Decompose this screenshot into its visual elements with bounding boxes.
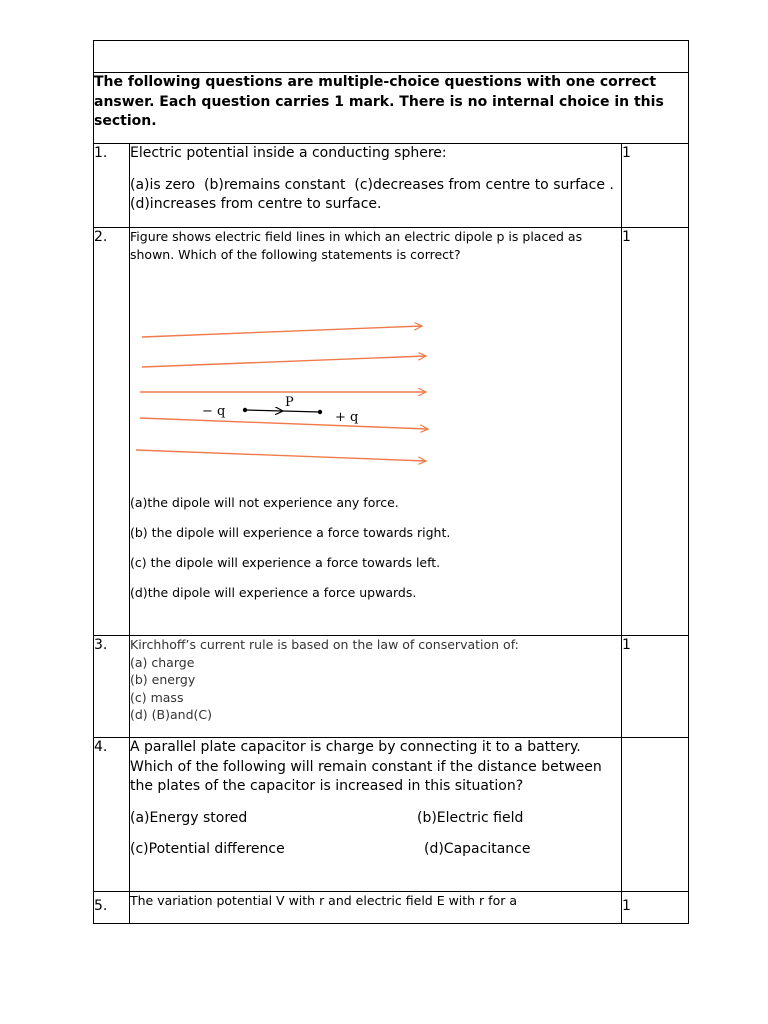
question-option: (c) the dipole will experience a force towards left. — [130, 555, 441, 570]
question-text: A parallel plate capacitor is charge by connecting it to a battery. Which of the following will remain constant if the distance between the plates of the capacitor is increased in this situation? — [130, 739, 602, 794]
question-option: (d)the dipole will experience a force upwards. — [130, 585, 417, 600]
question-number: 1. — [94, 144, 130, 228]
question-option: (d)Capacitance — [424, 840, 531, 857]
question-table — [93, 40, 689, 924]
question-option: (a) charge — [130, 654, 195, 670]
charge-pos-label: + q — [335, 410, 359, 425]
question-options: (a)is zero (b)remains constant (c)decreases from centre to surface . (d)increases from centre to surface. — [130, 176, 650, 212]
question-option: (b)Electric field — [417, 809, 524, 826]
blank-header-row — [94, 41, 689, 73]
dipole-p-label: P — [285, 395, 294, 410]
question-body — [130, 892, 622, 924]
question-body — [130, 228, 622, 636]
question-option: (c) mass — [130, 689, 184, 705]
field-line — [142, 326, 422, 337]
question-text: Kirchhoff’s current rule is based on the law of conservation of: — [130, 637, 519, 652]
blank-header-cell — [94, 41, 689, 73]
question-text: The variation potential V with r and electric field E with r for a — [130, 893, 517, 908]
question-row-4 — [94, 738, 689, 892]
field-line — [136, 450, 426, 461]
question-body — [130, 144, 650, 228]
question-option: (d) (B)and(C) — [130, 707, 212, 722]
question-mark: 1 — [621, 228, 688, 636]
question-option: (b) energy — [130, 672, 196, 687]
field-line — [142, 356, 426, 367]
field-line — [140, 418, 428, 429]
question-mark: 1 — [621, 144, 688, 228]
question-number: 2. — [94, 228, 130, 636]
charge-neg-label: − q — [202, 404, 226, 419]
question-number: 5. — [94, 892, 130, 924]
question-body — [130, 636, 622, 738]
question-mark — [621, 738, 688, 892]
question-row-2 — [94, 228, 689, 636]
question-row-1 — [94, 144, 689, 228]
options-row-1 — [130, 809, 621, 835]
dipole-arrow — [245, 410, 283, 411]
electric-field-figure — [130, 304, 450, 474]
question-number: 4. — [94, 738, 130, 892]
question-row-3 — [94, 636, 689, 738]
question-number: 3. — [94, 636, 130, 738]
question-text: Electric potential inside a conducting sphere: — [130, 145, 447, 161]
question-body — [130, 738, 622, 892]
question-mark: 1 — [621, 636, 688, 738]
charge-pos-dot — [318, 410, 322, 414]
question-option: (a)Energy stored — [130, 809, 248, 826]
dipole-line — [283, 411, 320, 412]
section-instructions: The following questions are multiple-choice questions with one correct answer. Each question carries 1 mark. There is no internal choice in this section. — [94, 73, 689, 144]
question-option: (a)the dipole will not experience any force. — [130, 495, 399, 510]
question-option: (b) the dipole will experience a force towards right. — [130, 525, 451, 540]
options-row-2 — [130, 840, 621, 866]
question-option: (c)Potential difference — [130, 840, 285, 857]
instructions-row — [94, 73, 689, 144]
question-mark: 1 — [621, 892, 688, 924]
question-text: Figure shows electric field lines in which an electric dipole p is placed as shown. Which of the following statements is correct? — [130, 229, 583, 262]
question-row-5 — [94, 892, 689, 924]
